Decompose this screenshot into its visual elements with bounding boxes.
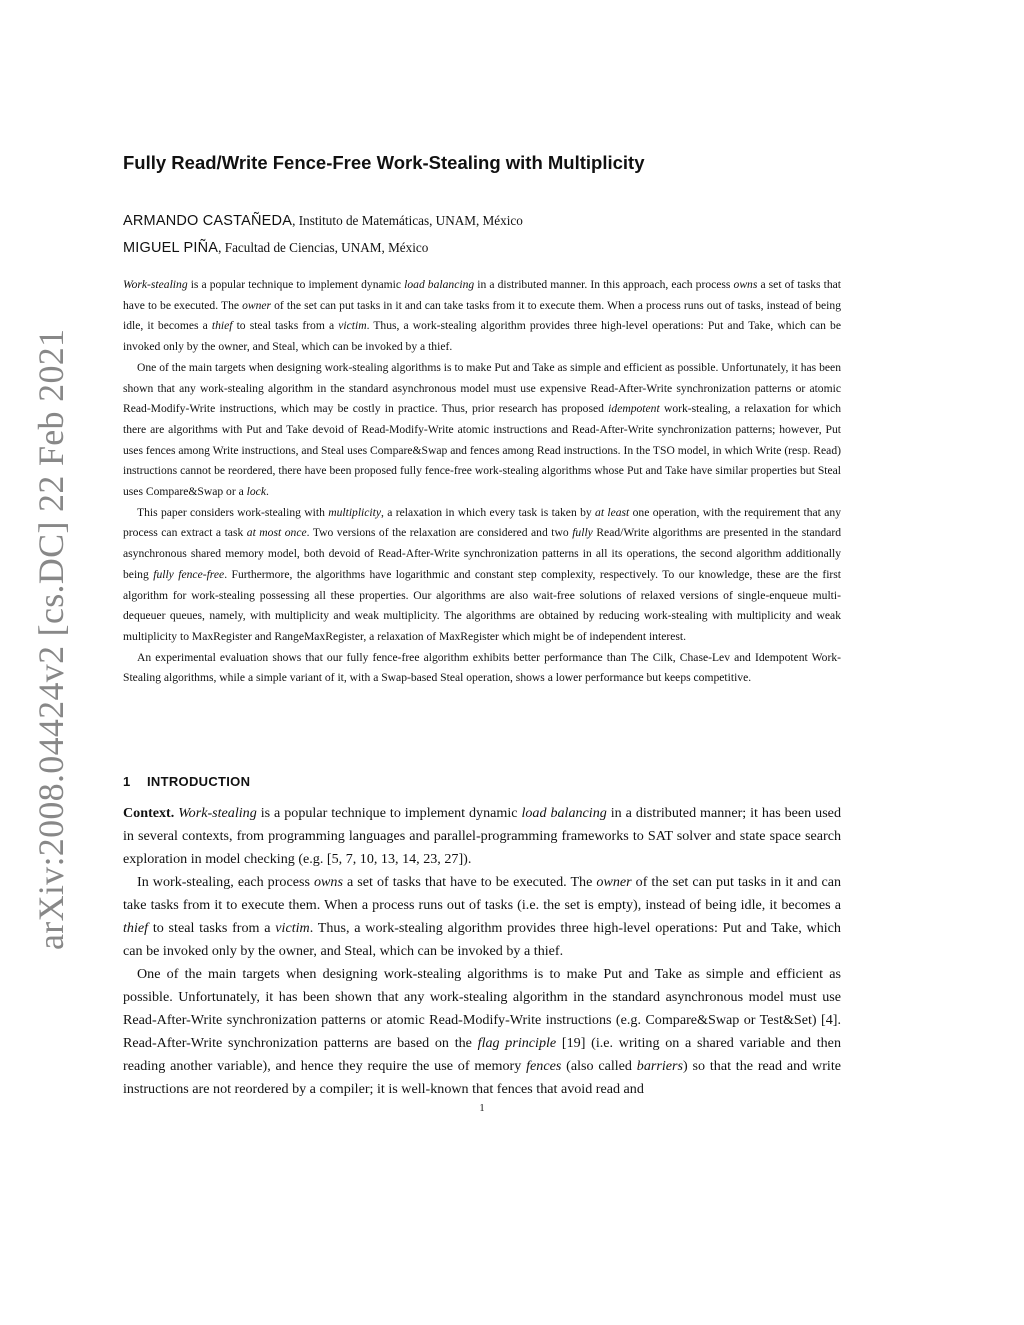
body-paragraph: In work-stealing, each process owns a set of tasks that have to be executed. The owner of the set can put tasks in it and can take tasks from it to execute them. When a process runs out of tasks (i.e. the set is empty), instead of being idle, it becomes a thief to steal tasks from a victim. Thus, a work-stealing algorithm provides three high-level operations: Put and Take, which can be invoked only by the owner, and Steal, which can be invoked by a thief.	[123, 874, 841, 959]
author-name: MIGUEL PIÑA	[123, 240, 219, 256]
paper-title: Fully Read/Write Fence-Free Work-Stealing with Multiplicity	[123, 152, 645, 173]
abstract-paragraph: Work-stealing is a popular technique to implement dynamic load balancing in a distributed manner. In this approach, each process owns a set of tasks that have to be executed. The owner of the set can put tasks in it and can take tasks from it to execute them. When a process runs out of tasks, instead of being idle, it becomes a thief to steal tasks from a victim. Thus, a work-stealing algorithm provides three high-level operations: Put and Take, which can be invoked only by the owner, and Steal, which can be invoked by a thief.	[123, 278, 842, 354]
section-heading	[123, 774, 841, 789]
section-number: 1	[123, 774, 131, 789]
abstract-paragraph: An experimental evaluation shows that our fully fence-free algorithm exhibits better performance than The Cilk, Chase-Lev and Idempotent Work-Stealing algorithms, while a simple variant of it, with a Swap-based Steal operation, shows a lower performance but keeps competitive.	[123, 650, 841, 685]
abstract-paragraph: One of the main targets when designing work-stealing algorithms is to make Put and Take as simple and efficient as possible. Unfortunately, it has been shown that any work-stealing algorithm in the standard asynchronous model must use expensive Read-After-Write synchronization patterns or atomic Read-Modify-Write instructions, which may be costly in practice. Thus, prior research has proposed idempotent work-stealing, a relaxation for which there are algorithms with Put and Take devoid of Read-Modify-Write atomic instructions and Read-After-Write synchronization patterns; however, Put uses fences among Write instructions, and Steal uses Compare&Swap and fences among Read instructions. In the TSO model, in which Write (resp. Read) instructions cannot be reordered, there have been proposed fully fence-free work-stealing algorithms whose Put and Take have similar properties but Steal uses Compare&Swap or a lock.	[123, 360, 841, 499]
arxiv-sidebar	[26, 328, 76, 950]
section-title: INTRODUCTION	[147, 774, 251, 789]
author-line	[123, 240, 841, 256]
runin-heading: Context.	[123, 805, 175, 821]
author-affiliation: , Instituto de Matemáticas, UNAM, México	[292, 213, 523, 228]
author-line	[123, 213, 841, 229]
author-affiliation: , Facultad de Ciencias, UNAM, México	[218, 240, 429, 255]
page-number: 1	[479, 1103, 485, 1114]
body-paragraph: One of the main targets when designing work-stealing algorithms is to make Put and Take as simple and efficient as possible. Unfortunately, it has been shown that any work-stealing algorithm in the standard asynchronous model must use Read-After-Write synchronization patterns or atomic Read-Modify-Write instructions (e.g. Compare&Swap or Test&Set) [4]. Read-After-Write synchronization patterns are based on the flag principle [19] (i.e. writing on a shared variable and then reading another variable), and hence they require the use of memory fences (also called barriers) so that the read and write instructions are not reordered by a compiler; it is well-known that fences that avoid read and	[123, 966, 841, 1097]
abstract	[123, 275, 841, 689]
author-name: ARMANDO CASTAÑEDA	[123, 213, 293, 229]
abstract-paragraph: This paper considers work-stealing with multiplicity, a relaxation in which every task is taken by at least one operation, with the requirement that any process can extract a task at most once. Two versions of the relaxation are considered and two fully Read/Write algorithms are presented in the standard asynchronous shared memory model, both devoid of Read-After-Write synchronization patterns in all its operations, the second algorithm additionally being fully fence-free. Furthermore, the algorithms have logarithmic and constant step complexity, respectively. To our knowledge, these are the first algorithm for work-stealing possessing all these properties. Our algorithms are also wait-free solutions of relaxed versions of single-enqueue multi-dequeuer queues, namely, with multiplicity and weak multiplicity. The algorithms are obtained by reducing work-stealing with multiplicity and weak multiplicity to MaxRegister and RangeMaxRegister, a relaxation of MaxRegister which might be of independent interest.	[123, 505, 842, 643]
arxiv-identifier: arXiv:2008.04424v2 [cs.DC] 22 Feb 2021	[31, 328, 71, 950]
body-paragraph: Context. Work-stealing is a popular technique to implement dynamic load balancing in a distributed manner; it has been used in several contexts, from programming languages and parallel-programming frameworks to SAT solver and state space search exploration in model checking (e.g. [5, 7, 10, 13, 14, 23, 27]).	[123, 805, 841, 867]
section-body	[123, 802, 841, 1101]
